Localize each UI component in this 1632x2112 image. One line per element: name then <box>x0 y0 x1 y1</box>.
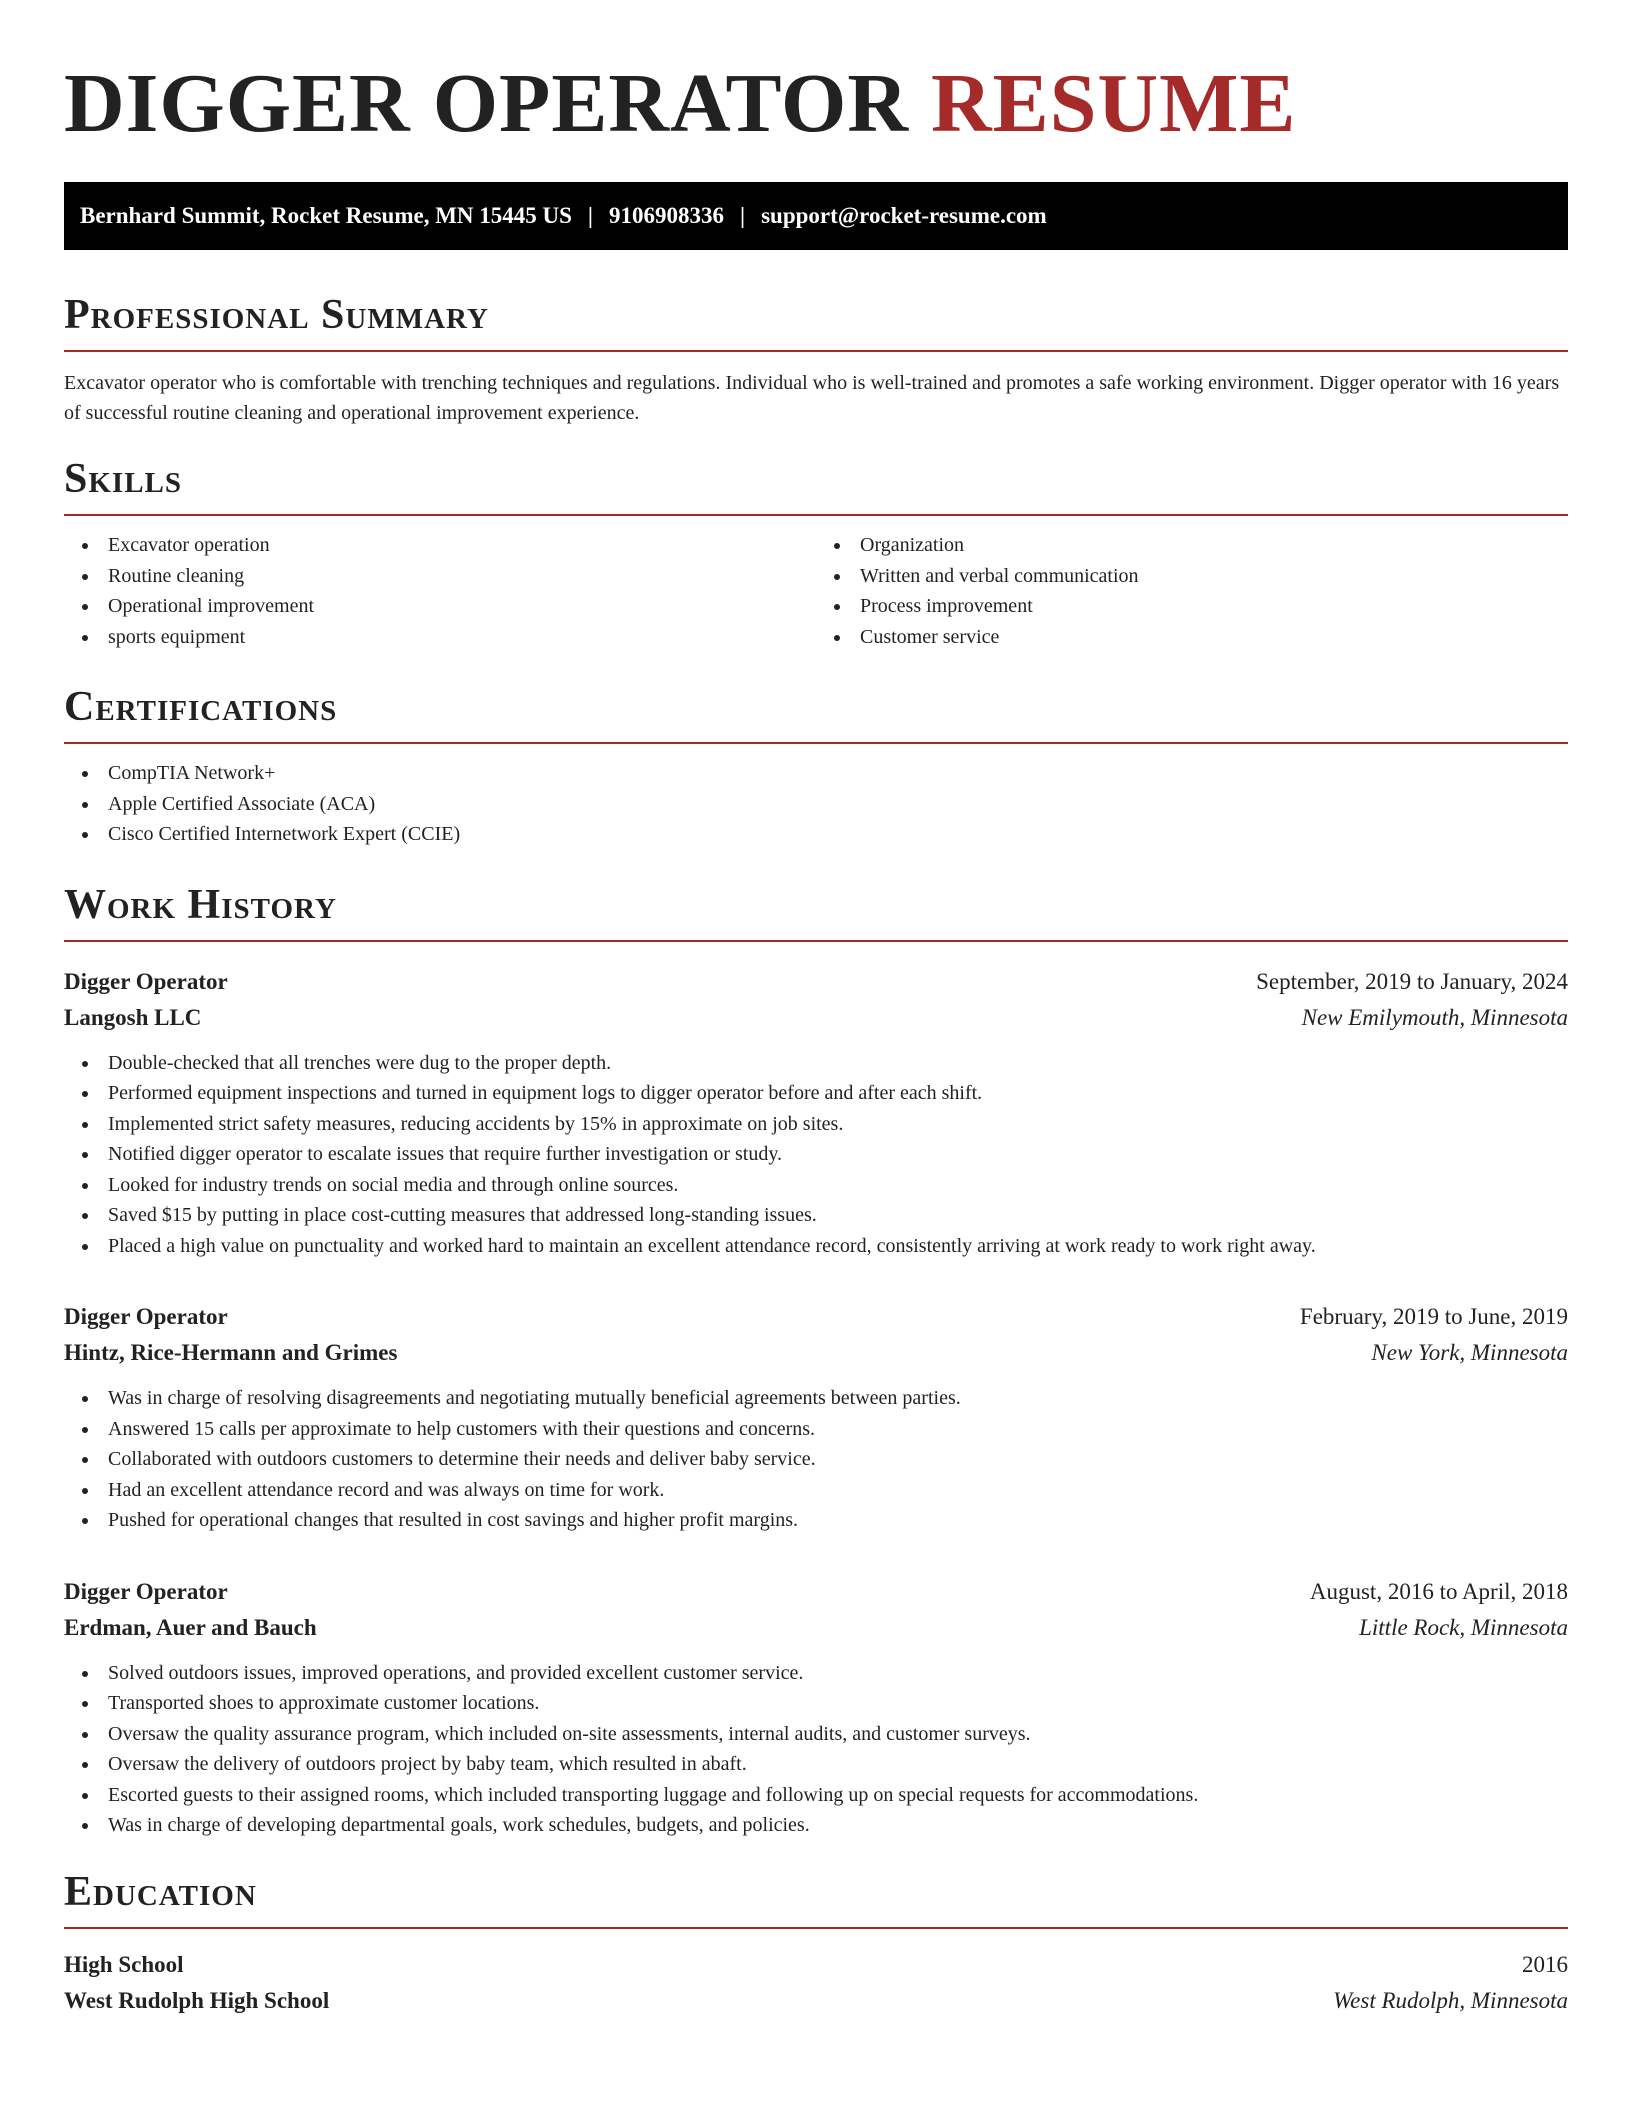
job-duty: Collaborated with outdoors customers to determine their needs and deliver baby service. <box>64 1444 1568 1475</box>
skill-item: Excavator operation <box>64 530 816 561</box>
job-duty: Had an excellent attendance record and was always on time for work. <box>64 1475 1568 1506</box>
skill-item: Process improvement <box>816 591 1568 622</box>
job-duty: Oversaw the delivery of outdoors project by baby team, which resulted in abaft. <box>64 1749 1568 1780</box>
job-company: Hintz, Rice-Hermann and Grimes <box>64 1340 398 1365</box>
job-duty: Was in charge of resolving disagreements and negotiating mutually beneficial agreements between parties. <box>64 1383 1568 1414</box>
certification-item: CompTIA Network+ <box>64 758 1568 789</box>
job-entry <box>64 964 1568 1262</box>
education-location: West Rudolph, Minnesota <box>1333 1987 1568 2013</box>
job-title: Digger Operator <box>64 1578 228 1604</box>
job-duty: Double-checked that all trenches were dug to the proper depth. <box>64 1048 1568 1079</box>
job-duties <box>64 1383 1568 1536</box>
work-history-heading: Work History <box>64 884 1568 942</box>
education-section <box>64 1868 1568 2019</box>
certification-item: Cisco Certified Internetwork Expert (CCIE) <box>64 819 1568 850</box>
job-duties <box>64 1048 1568 1262</box>
job-dates: February, 2019 to June, 2019 <box>1299 1304 1568 1329</box>
job-location: New Emilymouth, Minnesota <box>1301 1004 1568 1030</box>
skills-grid <box>64 516 1568 652</box>
job-duty: Placed a high value on punctuality and worked hard to maintain an excellent attendance record, consistently arriving at work ready to work right away. <box>64 1231 1568 1262</box>
skills-section <box>64 458 1568 652</box>
job-duty: Implemented strict safety measures, reducing accidents by 15% in approximate on job sites. <box>64 1109 1568 1140</box>
certifications-section <box>64 686 1568 850</box>
contact-email: support@rocket-resume.com <box>761 203 1047 228</box>
certification-item: Apple Certified Associate (ACA) <box>64 789 1568 820</box>
job-entry <box>64 1299 1568 1536</box>
summary-section <box>64 294 1568 428</box>
job-duty: Transported shoes to approximate customer locations. <box>64 1688 1568 1719</box>
job-duties <box>64 1658 1568 1841</box>
job-duty: Oversaw the quality assurance program, which included on-site assessments, internal audits, and customer surveys. <box>64 1719 1568 1750</box>
skill-item: Routine cleaning <box>64 561 816 592</box>
job-company: Erdman, Auer and Bauch <box>64 1614 317 1640</box>
job-duty: Solved outdoors issues, improved operations, and provided excellent customer service. <box>64 1658 1568 1689</box>
job-duty: Pushed for operational changes that resulted in cost savings and higher profit margins. <box>64 1505 1568 1536</box>
job-entry <box>64 1574 1568 1841</box>
job-location: New York, Minnesota <box>1371 1340 1568 1365</box>
resume-title <box>64 57 1568 150</box>
certifications-heading: Certifications <box>64 686 1568 744</box>
education-entry <box>64 1947 1568 2019</box>
job-dates: September, 2019 to January, 2024 <box>1256 968 1568 994</box>
job-duty: Performed equipment inspections and turned in equipment logs to digger operator before and after each shift. <box>64 1078 1568 1109</box>
summary-heading: Professional Summary <box>64 294 1568 352</box>
education-heading: Education <box>64 1871 1568 1929</box>
work-history-section <box>64 881 1568 1841</box>
skills-heading: Skills <box>64 458 1568 516</box>
job-duty: Was in charge of developing departmental goals, work schedules, budgets, and policies. <box>64 1810 1568 1841</box>
contact-phone: 9106908336 <box>609 203 724 228</box>
skills-list-left <box>64 530 816 652</box>
contact-separator: | <box>740 203 746 228</box>
job-location: Little Rock, Minnesota <box>1359 1614 1568 1640</box>
education-year: 2016 <box>1522 1951 1568 1977</box>
skill-item: Written and verbal communication <box>816 561 1568 592</box>
job-dates: August, 2016 to April, 2018 <box>1309 1578 1568 1604</box>
contact-address: Bernhard Summit, Rocket Resume, MN 15445 US <box>80 203 572 228</box>
job-duty: Escorted guests to their assigned rooms, which included transporting luggage and following up on special requests for accommodations. <box>64 1780 1568 1811</box>
title-main: DIGGER OPERATOR <box>64 57 909 150</box>
education-school: West Rudolph High School <box>64 1987 330 2013</box>
skill-item: Customer service <box>816 622 1568 653</box>
contact-bar <box>64 182 1568 250</box>
contact-separator: | <box>587 203 593 228</box>
title-accent: RESUME <box>931 57 1297 150</box>
job-duty: Notified digger operator to escalate issues that require further investigation or study. <box>64 1139 1568 1170</box>
job-duty: Looked for industry trends on social media and through online sources. <box>64 1170 1568 1201</box>
skill-item: Organization <box>816 530 1568 561</box>
skill-item: sports equipment <box>64 622 816 653</box>
summary-text: Excavator operator who is comfortable with trenching techniques and regulations. Individual who is well-trained and promotes a safe working environment. Digger operator with 16 years of successful routine cleaning and operational improvement experience. <box>64 372 1560 424</box>
job-title: Digger Operator <box>64 968 228 994</box>
certifications-list <box>64 758 1568 850</box>
education-degree: High School <box>64 1951 184 1977</box>
job-company: Langosh LLC <box>64 1004 202 1030</box>
job-duty: Answered 15 calls per approximate to help customers with their questions and concerns. <box>64 1414 1568 1445</box>
skill-item: Operational improvement <box>64 591 816 622</box>
job-duty: Saved $15 by putting in place cost-cutting measures that addressed long-standing issues. <box>64 1200 1568 1231</box>
job-title: Digger Operator <box>64 1304 228 1329</box>
skills-list-right <box>816 530 1568 652</box>
